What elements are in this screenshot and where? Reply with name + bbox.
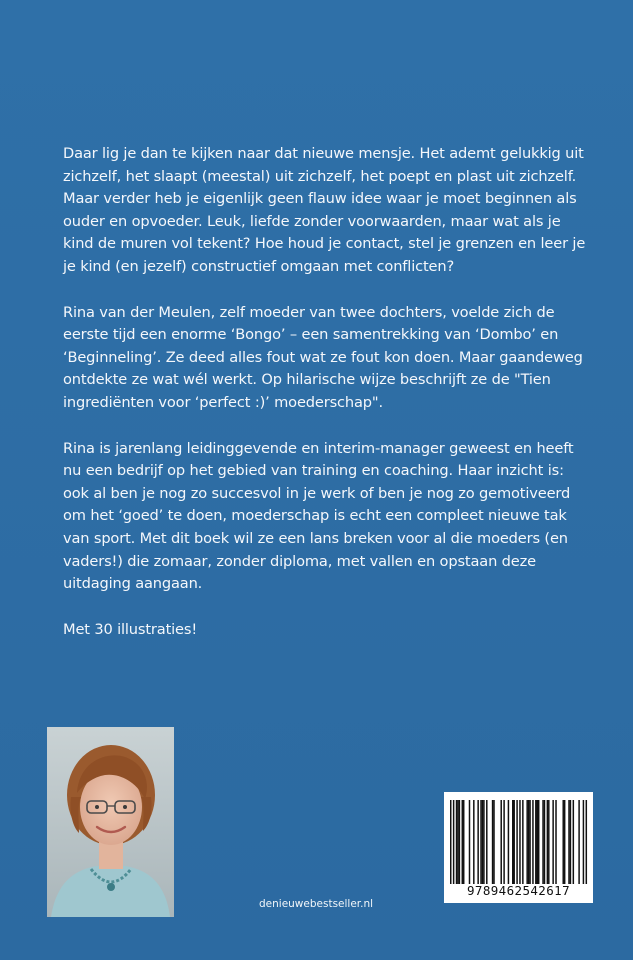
barcode-bar <box>483 800 484 884</box>
blurb-paragraph-4: Met 30 illustraties! <box>63 620 198 638</box>
barcode-bar <box>586 800 587 884</box>
barcode-bar <box>480 800 481 884</box>
barcode-bar <box>508 800 509 884</box>
publisher-url: denieuwebestseller.nl <box>259 898 374 910</box>
barcode-bar <box>537 800 538 884</box>
barcode-bar <box>450 800 451 884</box>
barcode-bar <box>486 800 487 884</box>
barcode-bar <box>568 800 569 884</box>
barcode-bar <box>463 800 464 884</box>
barcode-bar <box>547 800 548 884</box>
barcode-bar <box>532 800 533 884</box>
barcode-bar <box>562 800 563 884</box>
barcode-bar <box>578 800 579 884</box>
barcode-bar <box>473 800 474 884</box>
barcode-bar <box>462 800 463 884</box>
barcode-bar <box>548 800 549 884</box>
barcode-bar <box>573 800 574 884</box>
isbn-number: 9789462542617 <box>466 883 571 898</box>
barcode-bar <box>583 800 584 884</box>
barcode-bar <box>529 800 530 884</box>
barcode-bar <box>555 800 556 884</box>
author-portrait-icon <box>47 727 174 917</box>
barcode-bar <box>503 800 504 884</box>
blurb-paragraph-1: Daar lig je dan te kijken naar dat nieuwe mensje. Het ademt gelukkig uit zichzelf, het slaapt (meestal) uit zichzelf, het poept en plast uit zichzelf. Maar verder heb je eigenlijk geen flauw idee waar je moet beginnen als ouder en opvoeder. Leuk, liefde zonder voorwaarden, maar wat als je kind de muren vol tekent? Hoe houd je contact, stel je grenzen en leer je je kind (en jezelf) constructief omgaan met conflicten? <box>63 145 586 275</box>
blurb-paragraph-2: Rina van der Meulen, zelf moeder van twee dochters, voelde zich de eerste tijd een enorme ‘Bongo’ – een samentrekking van ‘Dombo’ en ‘Beginneling’. Ze deed alles fout wat ze fout kon doen. Maar gaandeweg ontdekte ze wat wél werkt. Op hilarische wijze beschrijft ze de "Tien ingrediënten voor ‘perfect :)’ moederschap". <box>63 303 583 411</box>
barcode-bar <box>456 800 457 884</box>
barcode-bar <box>528 800 529 884</box>
isbn-barcode <box>444 792 593 903</box>
barcode-bar <box>538 800 539 884</box>
barcode-bar <box>457 800 458 884</box>
barcode-bar <box>513 800 514 884</box>
barcode-bar <box>493 800 494 884</box>
barcode-bar <box>492 800 493 884</box>
barcode-bar <box>453 800 454 884</box>
barcode-bar <box>477 800 478 884</box>
barcode-bar <box>526 800 527 884</box>
barcode-bar <box>535 800 536 884</box>
barcode-bar <box>552 800 553 884</box>
barcode-bar <box>512 800 513 884</box>
barcode-bar <box>522 800 523 884</box>
barcode-bar <box>542 800 543 884</box>
barcode-bar <box>469 800 470 884</box>
barcode-bar <box>482 800 483 884</box>
barcode-bar <box>459 800 460 884</box>
barcode-bar <box>519 800 520 884</box>
barcode-bar <box>570 800 571 884</box>
author-photo <box>47 727 174 917</box>
barcode-bar <box>544 800 545 884</box>
blurb-paragraph-3: Rina is jarenlang leidinggevende en interim-manager geweest en heeft nu een bedrijf op het gebied van training en coaching. Haar inzicht is: ook al ben je nog zo succesvol in je werk of ben je nog zo gemotiveerd om het ‘goed’ te doen, moederschap is echt een compleet nieuwe tak van sport. Met dit boek wil ze een lans breken voor al die moeders (en vaders!) die zomaar, zonder diploma, met vallen en opstaan deze uitdaging aangaan. <box>63 439 574 593</box>
barcode-bar <box>500 800 501 884</box>
barcode-bar <box>516 800 517 884</box>
blurb-text <box>63 143 588 664</box>
barcode-bar <box>564 800 565 884</box>
